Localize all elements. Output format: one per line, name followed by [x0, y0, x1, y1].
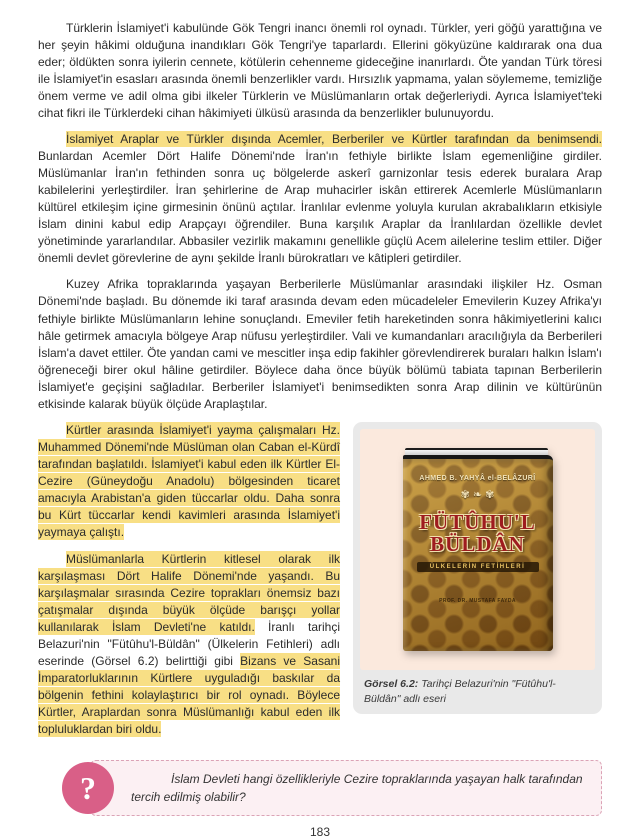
question-mark-icon	[62, 762, 114, 814]
paragraph-text: Türklerin İslamiyet'i kabulünde Gök Tengri inancı önemli rol oynadı. Türkler, yeri göğü yarattığına ve her şeyin hâkimi olduğuna inandıkları Gök Tengri'ye taparlardı. Ellerini gökyüzüne kaldırarak ona dua eder; öldükten sonra iyilerin cennete, kötülerin cehenneme gideceğine inanırlardı. Öte yandan Türk töresi ile İslamiyet'in esasları arasında önemli benzerlikler vardı. Hırsızlık yapmama, yalan söylememe, temizliğe önem verme ve adil olma gibi ilkeler Türklerin ve Müslümanların ortak değerleriydi. Ayrıca İslamiyet'teki cihat fikri ile Türklerdeki cihan hâkimiyeti ülküsü arasında da benzerlikler bulunuyordu.	[38, 21, 602, 121]
figure-caption-label: Görsel 6.2:	[364, 678, 419, 691]
question-box	[90, 760, 602, 816]
left-text-column	[38, 422, 340, 749]
page-number: 183	[309, 825, 331, 839]
paragraph-text: Kuzey Afrika topraklarında yaşayan Berberilerle Müslümanlar arasındaki ilişkiler Hz. Osman Dönemi'nde başladı. Bu dönemde iki taraf arasında devam eden mücadeleler Emevilerin Kuzey Afrika'yı fethiyle birlikte Müslümanların lehine sonuçlandı. Emeviler fetih hareketinden sonra hâkimiyetlerini kalıcı hâle getirmek amacıyla bölgeye Arap nüfusu yerleştirdiler. Vali ve kumandanları aracılığıyla da Berberileri İslam'a davet ettiler. Öte yandan cami ve mescitler inşa edip fakihler görevlendirerek buraları halkın İslam'ı öğreneceği birer okul hâline getirdiler. Böylece daha önce büyük bölümü tabiata tapınan Berberilerin İslamiyet'e geçişini sağladılar. Berberiler İslamiyet'i benimsedikten sonra Arap dilinin ve kültürünün etkisinde kalarak büyük ölçüde Araplaştılar.	[38, 277, 602, 411]
book-front-cover	[403, 455, 553, 651]
normal-segment: İranlı tarihçi Belazuri'nin "Fütûhu'l-Büldân" (Ülkelerin Fetihleri) adlı eserinde (Görsel 6.2) belirttiği gibi	[38, 620, 340, 669]
book-title-line1: FÜTÛHU'L	[419, 510, 536, 535]
highlighted-segment: Bizans ve Sasani İmparatorluklarının Kürtlere uyguladığı baskılar da bölgenin fethini kolaylaştırıcı bir rol oynadı. Böylece Kürtler, Araplardan sonra Müslümanlığı kabul eden ilk topluluklardan biri oldu.	[38, 654, 340, 737]
book-author: AHMED B. YAHYÂ el-BELÂZURÎ	[419, 475, 536, 483]
figure-caption-text: Tarihçi Belazuri'nin "Fütûhu'l-Büldân" adlı eseri	[364, 678, 556, 705]
question-section	[62, 760, 602, 816]
two-column-section	[38, 422, 602, 749]
paragraph-acemler	[38, 131, 602, 267]
paragraph-cezire	[38, 551, 340, 738]
question-mark-glyph: ?	[80, 769, 96, 806]
paragraph-gok-tengri	[38, 20, 602, 122]
book-cover	[403, 448, 553, 651]
book-photo	[360, 429, 595, 671]
paragraph-text: Bunlardan Acemler Dört Halife Dönemi'nde İran'ın fethiyle birlikte İslam egemenliğine girdiler. Müslümanlar İran'ın fethinden sonra uç bölgelerde askerî garnizonlar tesis ederek buralara Arap kabilelerini yerleştirdiler. İran şehirlerine de Arap muhacirler iskân ettirerek Acemlerle Müslümanların kültürel etkileşim içine girmesinin önünü açtılar. İranlılar evlenme yoluyla kurulan akrabalıkların etkisiyle İslam dinini kabul edip Arapçayı öğrendiler. Buna karşılık Araplar da İranlılardan özellikle devlet yönetiminde yararlandılar. Abbasiler vezirlik makamını genellikle güçlü Acem ailelerine teslim ettiler. Diğer önemli devlet görevlerine de aynı şekilde İranlı bürokratları ve kâtipleri getirdiler.	[38, 149, 602, 266]
paragraph-kurtler	[38, 422, 340, 541]
highlighted-sentence: İslamiyet Araplar ve Türkler dışında Acemler, Berberiler ve Kürtler tarafından da benimsendi.	[66, 132, 602, 147]
figure-6-2	[353, 422, 602, 714]
book-translator: PROF. DR. MUSTAFA FAYDA	[439, 598, 516, 605]
book-title-line2: BÜLDÂN	[430, 532, 525, 557]
book-subtitle: ÜLKELERİN FETİHLERİ	[417, 562, 539, 572]
figure-caption	[360, 670, 595, 707]
highlighted-paragraph: Kürtler arasında İslamiyet'i yayma çalışmaları Hz. Muhammed Dönemi'nde Müslüman olan Caban el-Kürdî tarafından başlatıldı. İslamiyet'i kabul eden ilk Kürtler El-Cezire (Güneydoğu Anadolu) bölgesinden ticaret amacıyla Arabistan'a giden tüccarlar oldu. Daha sonra bu Kürt tüccarlar kendi kavimleri arasında İslamiyet'i yaymaya çalıştı.	[38, 422, 340, 539]
question-text: İslam Devleti hangi özellikleriyle Cezire topraklarında yaşayan halk tarafından tercih edilmiş olabilir?	[131, 772, 583, 805]
paragraph-berberiler	[38, 276, 602, 412]
ornament-icon: ✾ ❧ ✾	[460, 489, 495, 502]
book-title	[403, 511, 553, 555]
book-pages-edge	[405, 448, 548, 455]
highlighted-segment: Müslümanlarla Kürtlerin kitlesel olarak ilk karşılaşması Dört Halife Dönemi'nde yaşandı. Bu karşılaşmalar sırasında Cezire toprakları önemsiz bazı çatışmalar dışında büyük ölçüde barışçı yollar kullanılarak İslam Devleti'ne katıldı.	[38, 551, 340, 635]
